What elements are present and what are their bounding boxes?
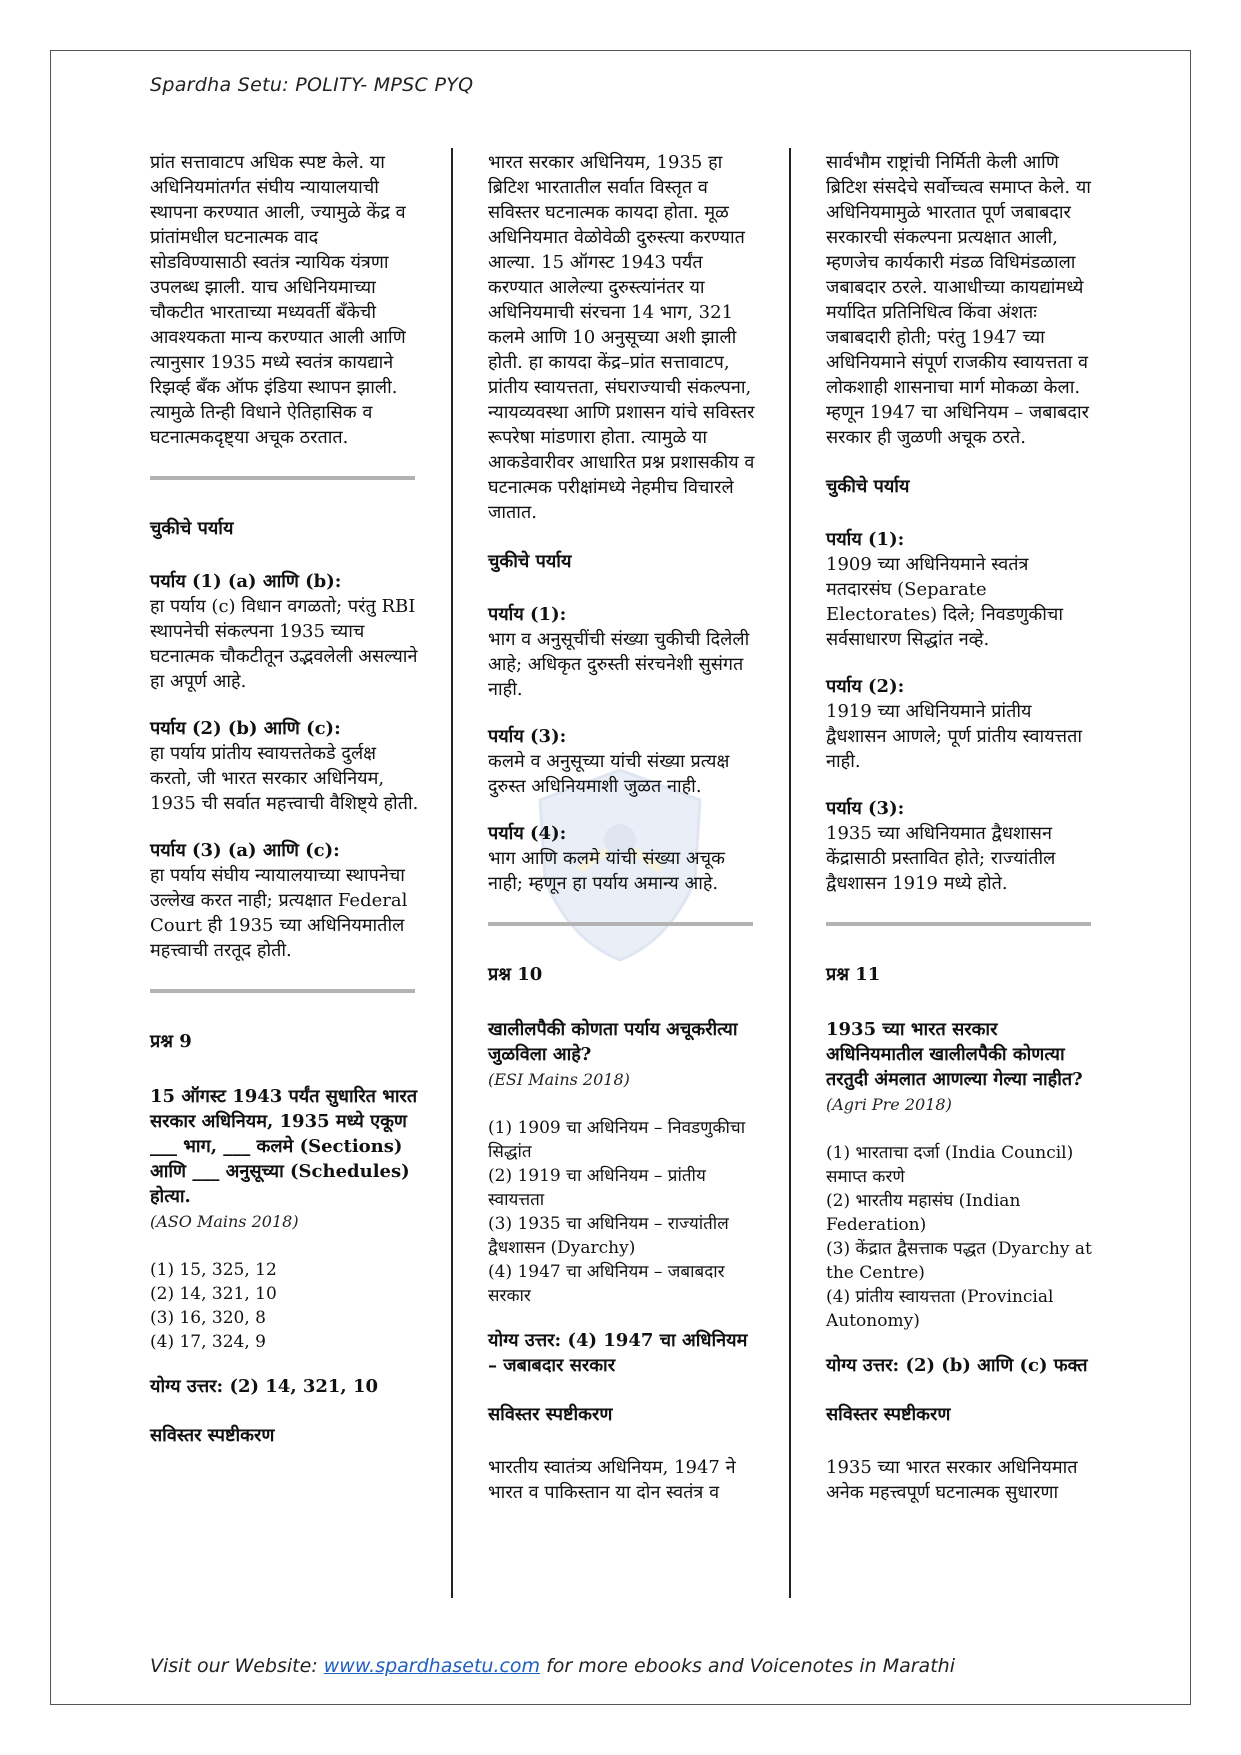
section-heading: चुकीचे पर्याय xyxy=(488,551,572,572)
paragraph: भारतीय स्वातंत्र्य अधिनियम, 1947 ने भारत व पाकिस्तान या दोन स्वतंत्र व xyxy=(488,1457,736,1503)
choice-item: (3) केंद्रात द्वैसत्ताक पद्धत (Dyarchy at the Centre) xyxy=(826,1239,1092,1283)
question-text: 1935 च्या भारत सरकार अधिनियमातील खालीलपैकी कोणत्या तरतुदी अंमलात आणल्या गेल्या नाहीत? xyxy=(826,1019,1083,1090)
option-explanation xyxy=(488,821,758,896)
option-title: पर्याय (2) (b) आणि (c): xyxy=(150,718,341,739)
choice-item: (4) प्रांतीय स्वायत्तता (Provincial Autonomy) xyxy=(826,1287,1054,1331)
option-explanation xyxy=(150,838,420,963)
option-title: पर्याय (1): xyxy=(826,529,905,550)
option-explanation xyxy=(826,527,1096,652)
choice-item: (2) 14, 321, 10 xyxy=(150,1284,277,1304)
choice-item: (1) 1909 चा अधिनियम – निवडणुकीचा सिद्धांत xyxy=(488,1118,746,1162)
paragraph: सार्वभौम राष्ट्रांची निर्मिती केली आणि ब्रिटिश संसदेचे सर्वोच्चत्व समाप्त केले. या अधिनियमामुळे भारतात पूर्ण जबाबदार सरकारची संकल्पना प्रत्यक्षात आली, म्हणजेच कार्यकारी मंडळ विधिमंडळाला जबाबदार ठरले. याआधीच्या कायद्यांमध्ये मर्यादित प्रतिनिधित्व किंवा अंशतः जबाबदारी होती; परंतु 1947 च्या अधिनियमाने संपूर्ण राजकीय स्वायत्तता व लोकशाही शासनाचा मार्ग मोकळा केला. म्हणून 1947 चा अधिनियम – जबाबदार सरकार ही जुळणी अचूक ठरते. xyxy=(826,152,1091,448)
option-title: पर्याय (2): xyxy=(826,676,905,697)
website-link[interactable]: www.spardhasetu.com xyxy=(323,1655,541,1677)
page-header: Spardha Setu: POLITY- MPSC PYQ xyxy=(150,74,474,96)
option-explanation xyxy=(488,602,758,702)
section-heading: सविस्तर स्पष्टीकरण xyxy=(488,1404,613,1425)
section-heading: सविस्तर स्पष्टीकरण xyxy=(826,1404,951,1425)
choice-item: (1) भारताचा दर्जा (India Council) समाप्त करणे xyxy=(826,1143,1074,1187)
choice-list xyxy=(150,1258,420,1354)
choice-item: (1) 15, 325, 12 xyxy=(150,1260,277,1280)
option-text: कलमे व अनुसूच्या यांची संख्या प्रत्यक्ष दुरुस्त अधिनियमाशी जुळत नाही. xyxy=(488,751,730,797)
option-text: हा पर्याय संघीय न्यायालयाच्या स्थापनेचा उल्लेख करत नाही; प्रत्यक्षात Federal Court ही 1935 च्या अधिनियमातील महत्त्वाची तरतूद होती. xyxy=(150,865,408,961)
footer-prefix: Visit our Website: xyxy=(150,1655,324,1677)
section-heading: सविस्तर स्पष्टीकरण xyxy=(150,1425,275,1446)
option-title: पर्याय (1) (a) आणि (b): xyxy=(150,571,342,592)
option-explanation xyxy=(488,724,758,799)
choice-item: (4) 17, 324, 9 xyxy=(150,1332,266,1352)
choice-list xyxy=(488,1116,758,1308)
choice-item: (2) भारतीय महासंघ (Indian Federation) xyxy=(826,1191,1021,1235)
option-title: पर्याय (3): xyxy=(826,798,905,819)
correct-answer: योग्य उत्तर: (2) 14, 321, 10 xyxy=(150,1376,379,1397)
section-rule xyxy=(488,922,753,926)
option-text: भाग व अनुसूचींची संख्या चुकीची दिलेली आहे; अधिकृत दुरुस्ती संरचनेशी सुसंगत नाही. xyxy=(488,629,750,700)
question-number: प्रश्न 10 xyxy=(488,964,543,985)
option-explanation xyxy=(826,674,1096,774)
option-text: भाग आणि कलमे यांची संख्या अचूक नाही; म्हणून हा पर्याय अमान्य आहे. xyxy=(488,848,725,894)
column-divider xyxy=(789,148,791,1598)
page-footer xyxy=(150,1655,955,1677)
section-rule xyxy=(826,922,1091,926)
option-text: हा पर्याय (c) विधान वगळतो; परंतु RBI स्थापनेची संकल्पना 1935 च्याच घटनात्मक चौकटीतून उद्भवलेली असल्याने हा अपूर्ण आहे. xyxy=(150,596,418,692)
paragraph: भारत सरकार अधिनियम, 1935 हा ब्रिटिश भारतातील सर्वात विस्तृत व सविस्तर घटनात्मक कायदा होता. मूळ अधिनियमात वेळोवेळी दुरुस्त्या करण्यात आल्या. 15 ऑगस्ट 1943 पर्यंत करण्यात आलेल्या दुरुस्त्यांनंतर या अधिनियमाची संरचना 14 भाग, 321 कलमे आणि 10 अनुसूच्या अशी झाली होती. हा कायदा केंद्र–प्रांत सत्तावाटप, प्रांतीय स्वायत्तता, संघराज्याची संकल्पना, न्यायव्यवस्था आणि प्रशासन यांचे सविस्तर रूपरेषा मांडणारा होता. त्यामुळे या आकडेवारीवर आधारित प्रश्न प्रशासकीय व घटनात्मक परीक्षांमध्ये नेहमीच विचारले जातात. xyxy=(488,152,755,523)
option-text: 1919 च्या अधिनियमाने प्रांतीय द्वैधशासन आणले; पूर्ण प्रांतीय स्वायत्तता नाही. xyxy=(826,701,1083,772)
column-divider xyxy=(451,148,453,1598)
correct-answer: योग्य उत्तर: (2) (b) आणि (c) फक्त xyxy=(826,1355,1088,1376)
paragraph: 1935 च्या भारत सरकार अधिनियमात अनेक महत्त्वपूर्ण घटनात्मक सुधारणा xyxy=(826,1457,1078,1503)
section-rule xyxy=(150,989,415,993)
choice-item: (3) 16, 320, 8 xyxy=(150,1308,266,1328)
exam-source: (ESI Mains 2018) xyxy=(488,1070,630,1089)
section-heading: चुकीचे पर्याय xyxy=(150,518,234,539)
exam-source: (Agri Pre 2018) xyxy=(826,1095,952,1114)
choice-item: (3) 1935 चा अधिनियम – राज्यांतील द्वैधशासन (Dyarchy) xyxy=(488,1214,729,1258)
choice-list xyxy=(826,1141,1096,1333)
option-explanation xyxy=(150,569,420,694)
option-text: 1935 च्या अधिनियमात द्वैधशासन केंद्रासाठी प्रस्तावित होते; राज्यांतील द्वैधशासन 1919 मध्ये होते. xyxy=(826,823,1056,894)
question-text: 15 ऑगस्ट 1943 पर्यंत सुधारित भारत सरकार अधिनियम, 1935 मध्ये एकूण ___ भाग, ___ कलमे (Sections) आणि ___ अनुसूच्या (Schedules) होत्या. xyxy=(150,1086,418,1207)
option-title: पर्याय (3) (a) आणि (c): xyxy=(150,840,340,861)
choice-item: (2) 1919 चा अधिनियम – प्रांतीय स्वायत्तता xyxy=(488,1166,706,1210)
option-title: पर्याय (1): xyxy=(488,604,567,625)
option-title: पर्याय (3): xyxy=(488,726,567,747)
section-rule xyxy=(150,476,415,480)
question-number: प्रश्न 11 xyxy=(826,964,881,985)
column-2 xyxy=(488,150,758,1505)
option-text: हा पर्याय प्रांतीय स्वायत्ततेकडे दुर्लक्ष करतो, जी भारत सरकार अधिनियम, 1935 ची सर्वात महत्त्वाची वैशिष्ट्ये होती. xyxy=(150,743,419,814)
option-title: पर्याय (4): xyxy=(488,823,567,844)
choice-item: (4) 1947 चा अधिनियम – जबाबदार सरकार xyxy=(488,1262,725,1306)
option-explanation xyxy=(826,796,1096,896)
column-1 xyxy=(150,150,420,1476)
column-3 xyxy=(826,150,1096,1505)
option-explanation xyxy=(150,716,420,816)
question-text: खालीलपैकी कोणता पर्याय अचूकरीत्या जुळविला आहे? xyxy=(488,1019,738,1065)
paragraph: प्रांत सत्तावाटप अधिक स्पष्ट केले. या अधिनियमांतर्गत संघीय न्यायालयाची स्थापना करण्यात आली, ज्यामुळे केंद्र व प्रांतांमधील घटनात्मक वाद सोडविण्यासाठी स्वतंत्र न्यायिक यंत्रणा उपलब्ध झाली. याच अधिनियमाच्या चौकटीत भारताच्या मध्यवर्ती बँकेची आवश्यकता मान्य करण्यात आली आणि त्यानुसार 1935 मध्ये स्वतंत्र कायद्याने रिझर्व्ह बँक ऑफ इंडिया स्थापन झाली. त्यामुळे तिन्ही विधाने ऐतिहासिक व घटनात्मकदृष्ट्या अचूक ठरतात. xyxy=(150,152,406,448)
footer-suffix: for more ebooks and Voicenotes in Marathi xyxy=(540,1655,955,1677)
correct-answer: योग्य उत्तर: (4) 1947 चा अधिनियम – जबाबदार सरकार xyxy=(488,1330,748,1376)
question-number: प्रश्न 9 xyxy=(150,1031,192,1052)
exam-source: (ASO Mains 2018) xyxy=(150,1212,299,1231)
section-heading: चुकीचे पर्याय xyxy=(826,476,910,497)
option-text: 1909 च्या अधिनियमाने स्वतंत्र मतदारसंघ (Separate Electorates) दिले; निवडणुकीचा सर्वसाधारण सिद्धांत नव्हे. xyxy=(826,554,1063,650)
